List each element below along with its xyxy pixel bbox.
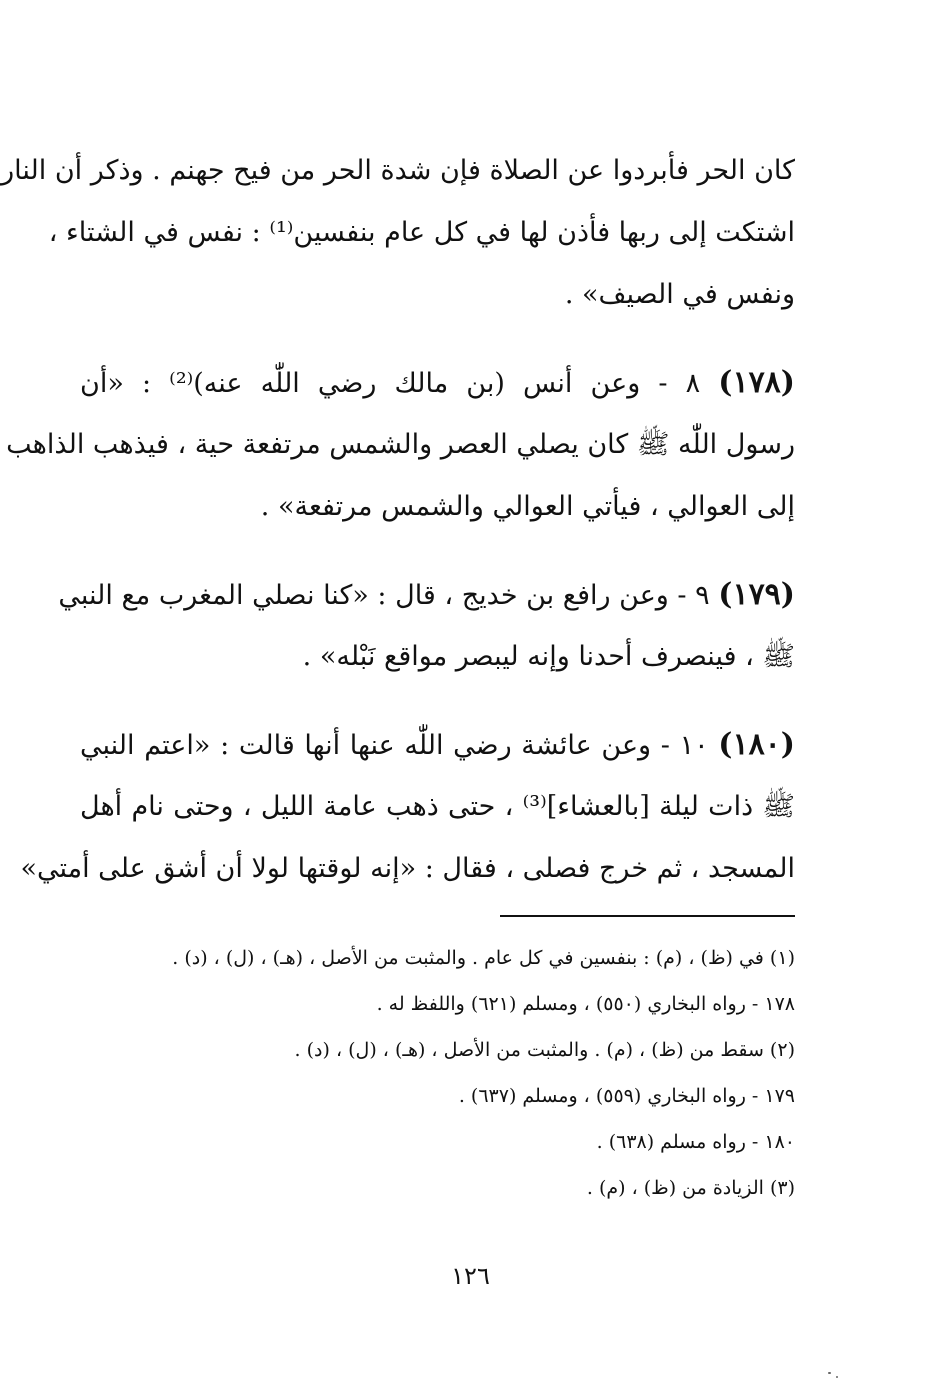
hadith-number: (١٧٩) (718, 577, 795, 612)
paragraph-1 (1, 140, 795, 326)
paragraph-line (58, 564, 795, 626)
paragraph-line (80, 714, 795, 776)
paragraph-line: اشتكت إلى ربها فأذن لها في كل عام بنفسين⁽¹⁾ : نفس في الشتاء ، (48, 217, 795, 248)
scan-speck (828, 1372, 831, 1374)
scan-speck (836, 1376, 838, 1378)
paragraph-text: ١٠ - وعن عائشة رضي اللّٰه عنها أنها قالت : «اعتم النبي (80, 730, 709, 761)
paragraph-line: إلى العوالي ، فيأتي العوالي والشمس مرتفعة» . (260, 491, 795, 522)
page-number: ١٢٦ (451, 1262, 490, 1290)
paragraph-line: ﷺ ذات ليلة [بالعشاء]⁽³⁾ ، حتى ذهب عامة الليل ، وحتى نام أهل (80, 791, 796, 822)
main-text (1, 140, 796, 926)
footnote: ١٧٩ - رواه البخاري (٥٥٩) ، ومسلم (٦٣٧) . (458, 1085, 795, 1107)
paragraph-text: ٩ - وعن رافع بن خديج ، قال : «كنا نصلي المغرب مع النبي (58, 580, 710, 611)
footnote: (٢) سقط من (ظ) ، (م) . والمثبت من الأصل ، (هـ) ، (ل) ، (د) . (294, 1039, 795, 1061)
footnote: (٣) الزيادة من (ظ) ، (م) . (586, 1177, 795, 1199)
paragraph-line: ﷺ ، فينصرف أحدنا وإنه ليبصر مواقع نَبْله» . (302, 641, 795, 672)
paragraph-line: المسجد ، ثم خرج فصلى ، فقال : «إنه لوقتها لولا أن أشق على أمتي» (20, 853, 795, 884)
hadith-178 (6, 352, 795, 538)
paragraph-line (80, 352, 795, 414)
paragraph-line: كان الحر فأبردوا عن الصلاة فإن شدة الحر من فيح جهنم . وذكر أن النار (1, 155, 795, 186)
hadith-179 (58, 564, 795, 688)
hadith-number: (١٨٠) (718, 727, 795, 762)
footnote-separator (500, 915, 795, 917)
footnote: ١٧٨ - رواه البخاري (٥٥٠) ، ومسلم (٦٢١) واللفظ له . (376, 993, 795, 1015)
footnote: ١٨٠ - رواه مسلم (٦٣٨) . (596, 1131, 795, 1153)
footnote: (١) في (ظ) ، (م) : بنفسين في كل عام . والمثبت من الأصل ، (هـ) ، (ل) ، (د) . (172, 947, 795, 969)
paragraph-line: رسول اللّٰه ﷺ كان يصلي العصر والشمس مرتفعة حية ، فيذهب الذاهب (6, 429, 795, 460)
hadith-number: (١٧٨) (718, 365, 795, 400)
paragraph-text: ٨ - وعن أنس (بن مالك رضي اللّٰه عنه)⁽²⁾ : «أن (80, 368, 701, 399)
hadith-180 (20, 714, 796, 900)
paragraph-line: ونفس في الصيف» . (564, 279, 795, 310)
footnotes (100, 935, 795, 1211)
